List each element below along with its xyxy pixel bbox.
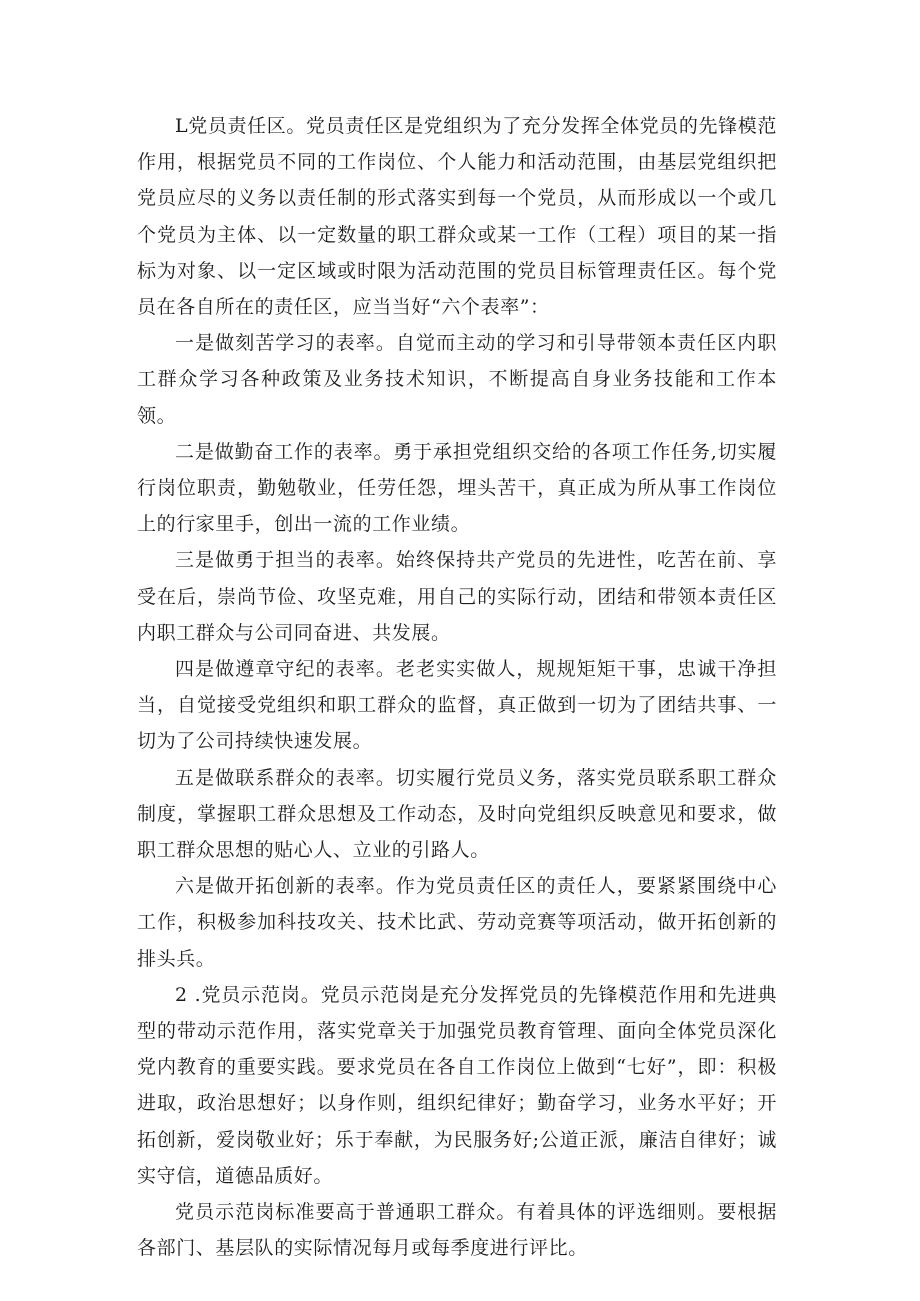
paragraph-evaluation-standard: 党员示范岗标准要高于普通职工群众。有着具体的评选细则。要根据各部门、基层队的实际情况每月或每季度进行评比。: [137, 1201, 777, 1260]
paragraph-party-responsibility-zone: L党员责任区。党员责任区是党组织为了充分发挥全体党员的先锋模范作用，根据党员不同的工作岗位、个人能力和活动范围，由基层党组织把党员应尽的义务以责任制的形式落实到每一个党员，从而形成以一个或几个党员为主体、以一定数量的职工群众或某一工作（工程）项目的某一指标为对象、以一定区域或时限为活动范围的党员目标管理责任区。每个党员在各自所在的责任区，应当当好“六个表率”：: [137, 115, 777, 319]
paragraph-study-model: 一是做刻苦学习的表率。自觉而主动的学习和引导带领本责任区内职工群众学习各种政策及业务技术知识，不断提高自身业务技能和工作本领。: [137, 332, 777, 427]
paragraph-innovation-model: 六是做开拓创新的表率。作为党员责任区的责任人，要紧紧围绕中心工作，积极参加科技攻关、技术比武、劳动竞赛等项活动，做开拓创新的排头兵。: [137, 875, 777, 970]
document-body: [137, 108, 777, 1267]
paragraph-discipline-model: 四是做遵章守纪的表率。老老实实做人，规规矩矩干事，忠诚干净担当，自觉接受党组织和职工群众的监督，真正做到一切为了团结共事、一切为了公司持续快速发展。: [137, 658, 777, 753]
paragraph-responsibility-model: 三是做勇于担当的表率。始终保持共产党员的先进性，吃苦在前、享受在后，崇尚节俭、攻坚克难，用自己的实际行动，团结和带领本责任区内职工群众与公司同奋进、共发展。: [137, 549, 777, 644]
paragraph-party-model-post: 2 .党员示范岗。党员示范岗是充分发挥党员的先锋模范作用和先进典型的带动示范作用，落实党章关于加强党员教育管理、面向全体党员深化党内教育的重要实践。要求党员在各自工作岗位上做到“七好”，即：积极进取，政治思想好；以身作则，组织纪律好；勤奋学习，业务水平好；开拓创新，爱岗敬业好；乐于奉献，为民服务好;公道正派，廉洁自律好；诚实守信，道德品质好。: [137, 983, 777, 1187]
paragraph-work-model: 二是做勤奋工作的表率。勇于承担党组织交给的各项工作任务,切实履行岗位职责，勤勉敬业，任劳任怨，埋头苦干，真正成为所从事工作岗位上的行家里手，创出一流的工作业绩。: [137, 440, 777, 536]
paragraph-masses-model: 五是做联系群众的表率。切实履行党员义务，落实党员联系职工群众制度，掌握职工群众思想及工作动态，及时向党组织反映意见和要求，做职工群众思想的贴心人、立业的引路人。: [137, 766, 777, 862]
